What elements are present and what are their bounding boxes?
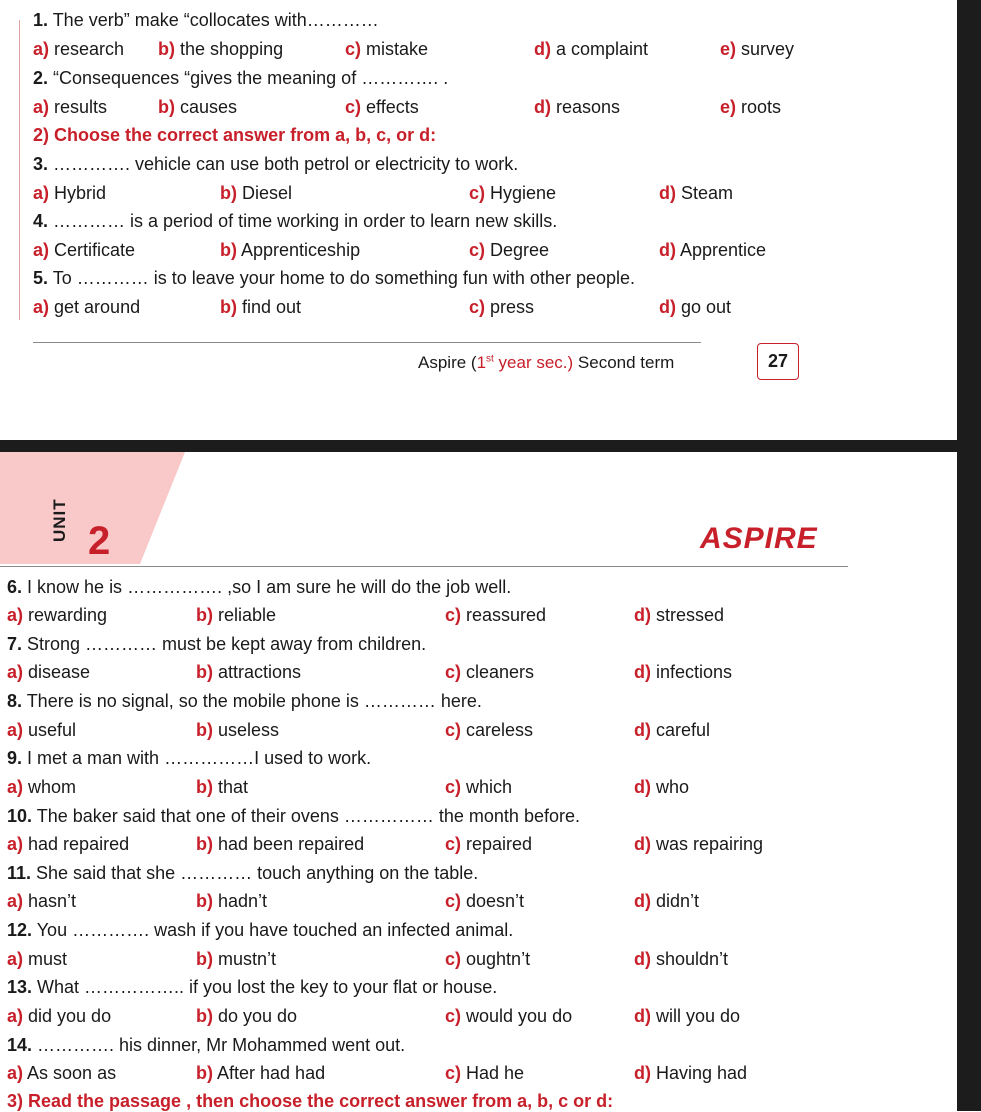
option-d[interactable]: d) didn’t [634,891,700,911]
option-a[interactable]: a) hasn’t [7,891,77,911]
option-d[interactable]: d) will you do [634,1006,741,1026]
question-3: 3. …………. vehicle can use both petrol or electricity to work. [33,154,519,174]
question-10: 10. The baker said that one of their ovens …………… the month before. [7,806,580,826]
option-a[interactable]: a) rewarding [7,605,108,625]
question-5: 5. To ………… is to leave your home to do something fun with other people. [33,268,635,288]
footer-title: Aspire (1st year sec.) Second term [418,353,675,372]
option-c[interactable]: c) mistake [345,39,429,59]
option-d[interactable]: d) go out [659,297,732,317]
option-c[interactable]: c) Had he [445,1063,525,1083]
option-a[interactable]: a) results [33,97,108,117]
unit-label: UNIT [50,498,69,542]
option-d[interactable]: d) shouldn’t [634,949,729,969]
option-b[interactable]: b) do you do [196,1006,298,1026]
question-13: 13. What …………….. if you lost the key to your flat or house. [7,977,498,997]
option-a[interactable]: a) Certificate [33,240,136,260]
option-d[interactable]: d) Apprentice [659,240,767,260]
option-a[interactable]: a) As soon as [7,1063,117,1083]
section-heading-3: 3) Read the passage , then choose the correct answer from a, b, c or d: [7,1091,614,1111]
option-c[interactable]: c) would you do [445,1006,573,1026]
option-b[interactable]: b) mustn’t [196,949,277,969]
option-d[interactable]: d) stressed [634,605,725,625]
option-c[interactable]: c) Degree [469,240,550,260]
option-a[interactable]: a) had repaired [7,834,130,854]
option-d[interactable]: d) who [634,777,690,797]
margin-rule [19,20,20,320]
question-11: 11. She said that she ………… touch anything on the table. [7,863,479,883]
option-b[interactable]: b) had been repaired [196,834,365,854]
option-a[interactable]: a) research [33,39,125,59]
question-text: The verb” make “collocates with………… [48,10,379,30]
question-12: 12. You …………. wash if you have touched an infected animal. [7,920,514,940]
option-c[interactable]: c) doesn’t [445,891,525,911]
option-d[interactable]: d) infections [634,662,733,682]
aspire-logo: ASPIRE [700,522,818,555]
question-7: 7. Strong ………… must be kept away from children. [7,634,427,654]
unit-number: 2 [88,519,111,563]
page-edge-shadow [957,0,981,1111]
option-a[interactable]: a) useful [7,720,77,740]
option-b[interactable]: b) causes [158,97,238,117]
option-e[interactable]: e) survey [720,39,795,59]
option-c[interactable]: c) effects [345,97,419,117]
question-number: 1. [33,10,49,30]
option-b[interactable]: b) reliable [196,605,277,625]
option-d[interactable]: d) reasons [534,97,621,117]
option-a[interactable]: a) must [7,949,68,969]
option-d[interactable]: d) a complaint [534,39,649,59]
page-gap [0,440,957,452]
option-a[interactable]: a) whom [7,777,77,797]
option-b[interactable]: b) useless [196,720,280,740]
option-b[interactable]: b) that [196,777,249,797]
option-b[interactable]: b) find out [220,297,302,317]
option-a[interactable]: a) did you do [7,1006,112,1026]
option-b[interactable]: b) attractions [196,662,302,682]
option-c[interactable]: c) repaired [445,834,533,854]
option-c[interactable]: c) cleaners [445,662,535,682]
option-a[interactable]: a) Hybrid [33,183,107,203]
option-c[interactable]: c) Hygiene [469,183,557,203]
question-9: 9. I met a man with ……………I used to work. [7,748,372,768]
option-c[interactable]: c) which [445,777,513,797]
page-number-badge: 27 [757,343,799,380]
option-a[interactable]: a) disease [7,662,91,682]
option-b[interactable]: b) the shopping [158,39,284,59]
option-a[interactable]: a) get around [33,297,141,317]
option-e[interactable]: e) roots [720,97,782,117]
option-c[interactable]: c) oughtn’t [445,949,531,969]
option-b[interactable]: b) hadn’t [196,891,268,911]
option-d[interactable]: d) Having had [634,1063,748,1083]
question-1 [33,9,379,31]
question-14: 14. …………. his dinner, Mr Mohammed went out. [7,1035,406,1055]
option-b[interactable]: b) Diesel [220,183,293,203]
option-d[interactable]: d) was repairing [634,834,764,854]
option-d[interactable]: d) careful [634,720,711,740]
option-b[interactable]: b) Apprenticeship [220,240,361,260]
question-4: 4. ………… is a period of time working in order to learn new skills. [33,211,558,231]
section-heading-2: 2) Choose the correct answer from a, b, c, or d: [33,125,437,145]
option-d[interactable]: d) Steam [659,183,734,203]
option-b[interactable]: b) After had had [196,1063,326,1083]
option-c[interactable]: c) reassured [445,605,547,625]
header-rule [0,566,848,567]
footer-rule [33,342,701,343]
question-8: 8. There is no signal, so the mobile phone is ………… here. [7,691,482,711]
question-2: 2. “Consequences “gives the meaning of …………. . [33,68,449,88]
question-6: 6. I know he is ……………. ,so I am sure he will do the job well. [7,577,512,597]
option-c[interactable]: c) careless [445,720,534,740]
option-c[interactable]: c) press [469,297,535,317]
